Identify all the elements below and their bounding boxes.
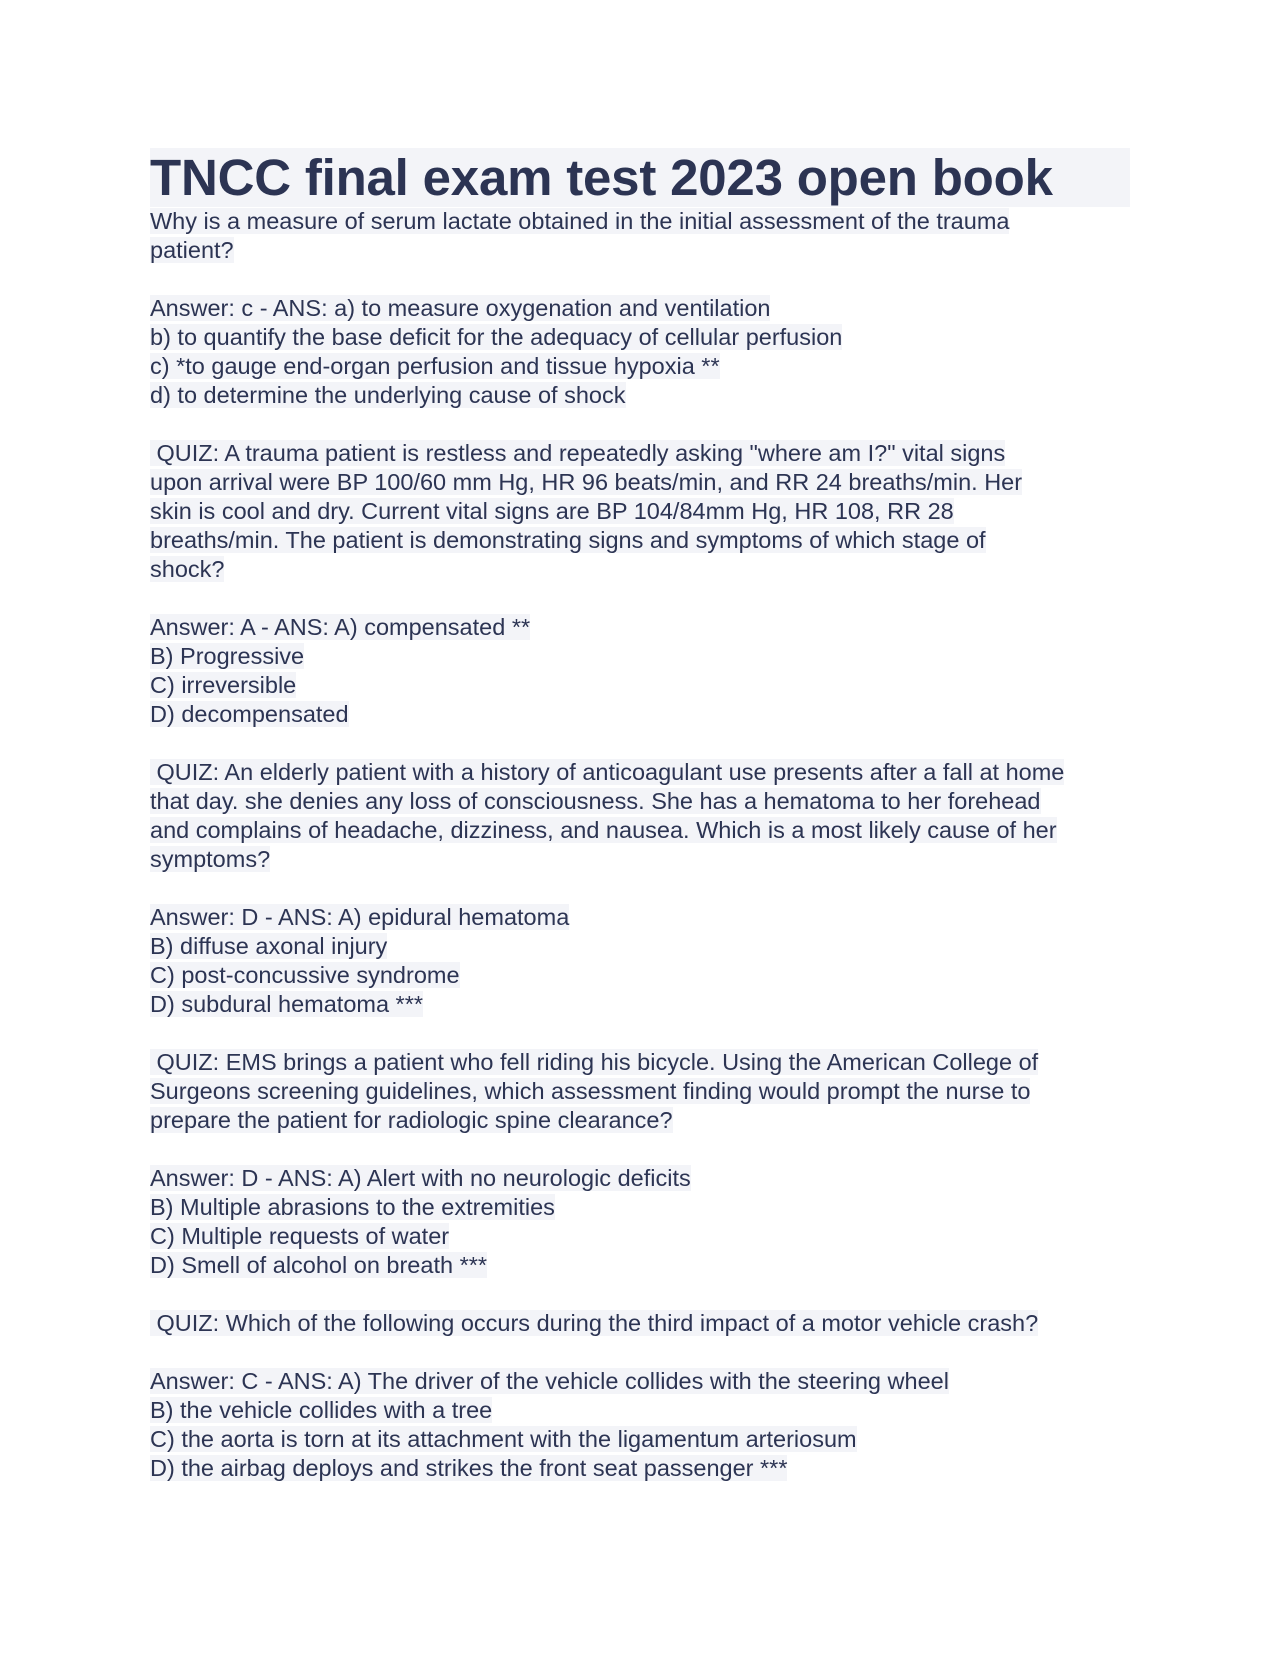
- line-text: breaths/min. The patient is demonstrating signs and symptoms of which stage of: [150, 527, 986, 553]
- question-line: [150, 1077, 1130, 1106]
- question-line: [150, 207, 1130, 236]
- paragraph-gap: [150, 729, 1130, 758]
- line-text: B) diffuse axonal injury: [150, 933, 388, 959]
- question-line: [150, 497, 1130, 526]
- question-block: [150, 758, 1130, 874]
- paragraph-gap: [150, 874, 1130, 903]
- line-text: QUIZ: An elderly patient with a history of anticoagulant use presents after a fall at home: [150, 759, 1065, 785]
- document-title: TNCC final exam test 2023 open book: [150, 149, 1053, 206]
- line-text: QUIZ: EMS brings a patient who fell riding his bicycle. Using the American College of: [150, 1049, 1039, 1075]
- paragraph-gap: [150, 1135, 1130, 1164]
- question-line: [150, 816, 1130, 845]
- question-block: [150, 1309, 1130, 1338]
- question-line: [150, 845, 1130, 874]
- question-block: [150, 1048, 1130, 1135]
- paragraph-gap: [150, 410, 1130, 439]
- document-page: [150, 148, 1130, 1483]
- paragraph-gap: [150, 265, 1130, 294]
- answer-line: [150, 1396, 1130, 1425]
- question-line: [150, 787, 1130, 816]
- line-text: that day. she denies any loss of consciousness. She has a hematoma to her forehead: [150, 788, 1041, 814]
- line-text: d) to determine the underlying cause of shock: [150, 382, 626, 408]
- line-text: prepare the patient for radiologic spine clearance?: [150, 1107, 673, 1133]
- answer-line: [150, 903, 1130, 932]
- question-block: [150, 207, 1130, 265]
- paragraph-gap: [150, 1280, 1130, 1309]
- question-line: [150, 1106, 1130, 1135]
- line-text: Answer: D - ANS: A) epidural hematoma: [150, 904, 570, 930]
- question-line: [150, 1048, 1130, 1077]
- line-text: upon arrival were BP 100/60 mm Hg, HR 96 beats/min, and RR 24 breaths/min. Her: [150, 469, 1023, 495]
- question-line: [150, 758, 1130, 787]
- line-text: Answer: c - ANS: a) to measure oxygenation and ventilation: [150, 295, 771, 321]
- answer-line: [150, 990, 1130, 1019]
- line-text: C) post-concussive syndrome: [150, 962, 460, 988]
- line-text: and complains of headache, dizziness, and nausea. Which is a most likely cause of her: [150, 817, 1057, 843]
- question-line: [150, 236, 1130, 265]
- paragraph-gap: [150, 1338, 1130, 1367]
- line-text: C) irreversible: [150, 672, 297, 698]
- answer-line: [150, 1367, 1130, 1396]
- answer-line: [150, 1222, 1130, 1251]
- answer-block: [150, 613, 1130, 729]
- line-text: QUIZ: Which of the following occurs during the third impact of a motor vehicle crash?: [150, 1310, 1039, 1336]
- answer-line: [150, 961, 1130, 990]
- question-block: [150, 439, 1130, 584]
- line-text: patient?: [150, 237, 234, 263]
- line-text: skin is cool and dry. Current vital signs are BP 104/84mm Hg, HR 108, RR 28: [150, 498, 954, 524]
- answer-block: [150, 903, 1130, 1019]
- line-text: B) Multiple abrasions to the extremities: [150, 1194, 555, 1220]
- answer-line: [150, 294, 1130, 323]
- answer-line: [150, 671, 1130, 700]
- line-text: symptoms?: [150, 846, 271, 872]
- answer-line: [150, 323, 1130, 352]
- line-text: shock?: [150, 556, 225, 582]
- answer-line: [150, 1425, 1130, 1454]
- line-text: Answer: A - ANS: A) compensated **: [150, 614, 531, 640]
- line-text: C) the aorta is torn at its attachment with the ligamentum arteriosum: [150, 1426, 857, 1452]
- line-text: D) subdural hematoma ***: [150, 991, 423, 1017]
- question-line: [150, 439, 1130, 468]
- answer-line: [150, 932, 1130, 961]
- line-text: D) decompensated: [150, 701, 349, 727]
- answer-block: [150, 294, 1130, 410]
- answer-line: [150, 700, 1130, 729]
- line-text: D) Smell of alcohol on breath ***: [150, 1252, 488, 1278]
- question-line: [150, 1309, 1130, 1338]
- answer-line: [150, 1164, 1130, 1193]
- line-text: b) to quantify the base deficit for the adequacy of cellular perfusion: [150, 324, 843, 350]
- line-text: QUIZ: A trauma patient is restless and repeatedly asking "where am I?" vital signs: [150, 440, 1006, 466]
- answer-line: [150, 642, 1130, 671]
- answer-line: [150, 1193, 1130, 1222]
- line-text: C) Multiple requests of water: [150, 1223, 450, 1249]
- answer-line: [150, 352, 1130, 381]
- line-text: Surgeons screening guidelines, which assessment finding would prompt the nurse to: [150, 1078, 1031, 1104]
- line-text: c) *to gauge end-organ perfusion and tissue hypoxia **: [150, 353, 720, 379]
- line-text: B) Progressive: [150, 643, 305, 669]
- answer-line: [150, 1454, 1130, 1483]
- answer-block: [150, 1164, 1130, 1280]
- answer-line: [150, 381, 1130, 410]
- document-title-row: [150, 148, 1130, 207]
- answer-block: [150, 1367, 1130, 1483]
- paragraph-gap: [150, 584, 1130, 613]
- question-line: [150, 555, 1130, 584]
- line-text: Why is a measure of serum lactate obtained in the initial assessment of the trauma: [150, 208, 1010, 234]
- line-text: B) the vehicle collides with a tree: [150, 1397, 493, 1423]
- paragraph-gap: [150, 1019, 1130, 1048]
- answer-line: [150, 1251, 1130, 1280]
- answer-line: [150, 613, 1130, 642]
- line-text: D) the airbag deploys and strikes the front seat passenger ***: [150, 1455, 788, 1481]
- line-text: Answer: C - ANS: A) The driver of the vehicle collides with the steering wheel: [150, 1368, 949, 1394]
- question-line: [150, 468, 1130, 497]
- line-text: Answer: D - ANS: A) Alert with no neurologic deficits: [150, 1165, 691, 1191]
- document-content: [150, 207, 1130, 1483]
- question-line: [150, 526, 1130, 555]
